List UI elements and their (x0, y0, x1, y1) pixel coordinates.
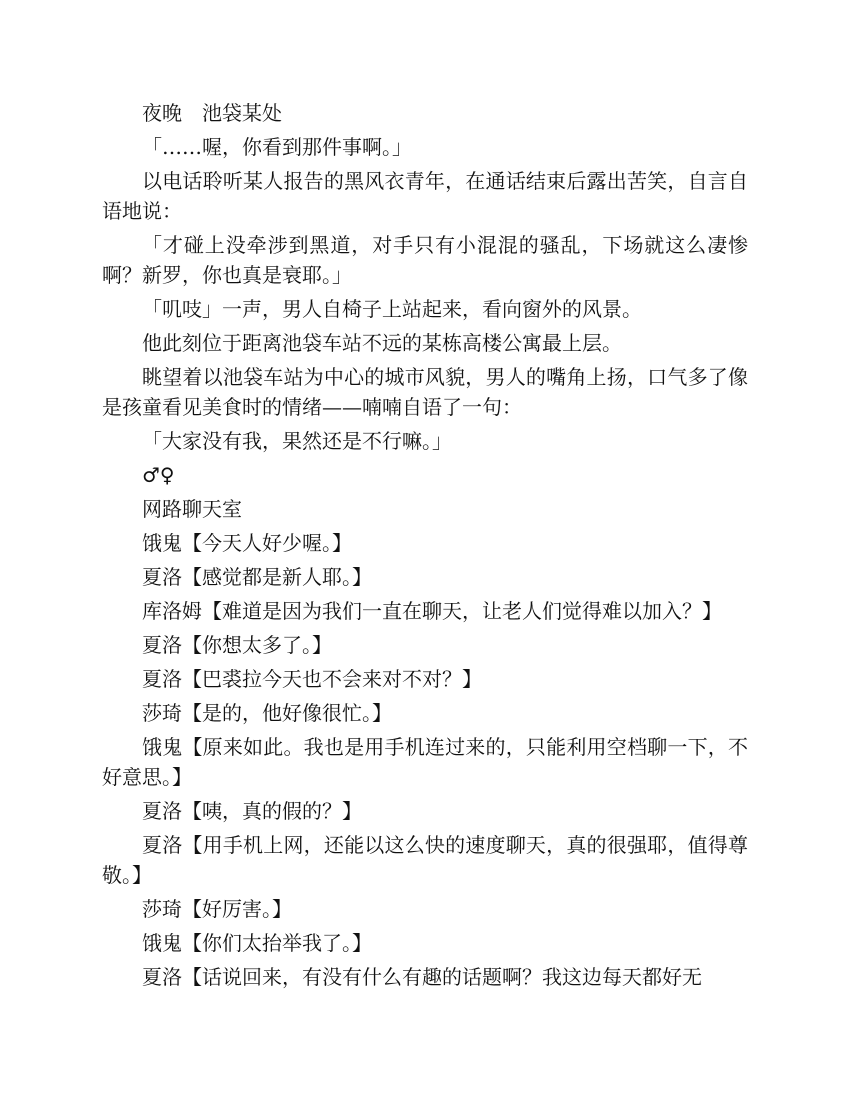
chat-line: 夏洛【咦，真的假的？】 (142, 799, 362, 823)
chat-line: 莎琦【好厉害。】 (142, 897, 292, 921)
paragraph-dialogue: 「才碰上没牵涉到黑道，对手只有小混混的骚乱，下场就这么凄惨啊？新罗，你也真是衰耶。」 (102, 233, 748, 287)
paragraph-dialogue: 「大家没有我，果然还是不行嘛。」 (142, 429, 452, 453)
paragraph-scene-heading: 网路聊天室 (142, 497, 242, 521)
paragraph-narration: 眺望着以池袋车站为中心的城市风貌，男人的嘴角上扬，口气多了像是孩童看见美食时的情绪——喃喃自语了一句： (102, 365, 748, 419)
paragraph-narration: 他此刻位于距离池袋车站不远的某栋高楼公寓最上层。 (142, 331, 622, 355)
chat-line: 夏洛【话说回来，有没有什么有趣的话题啊？我这边每天都好无 (142, 965, 702, 989)
paragraph-narration: 以电话聆听某人报告的黑风衣青年，在通话结束后露出苦笑，自言自语地说： (102, 169, 748, 223)
body-text (102, 98, 748, 996)
chat-line: 夏洛【感觉都是新人耶。】 (142, 565, 372, 589)
paragraph-dialogue: 「……喔，你看到那件事啊。」 (142, 135, 412, 159)
chat-line: 饿鬼【今天人好少喔。】 (142, 531, 352, 555)
chat-line: 夏洛【巴裘拉今天也不会来对不对？】 (142, 667, 482, 691)
chat-line: 饿鬼【原来如此。我也是用手机连过来的，只能利用空档聊一下，不好意思。】 (102, 735, 748, 789)
section-divider: ♂♀ (142, 463, 175, 487)
paragraph-scene-heading: 夜晚 池袋某处 (142, 101, 282, 125)
chat-line: 饿鬼【你们太抬举我了。】 (142, 931, 372, 955)
chat-line: 夏洛【你想太多了。】 (142, 633, 332, 657)
chat-line: 夏洛【用手机上网，还能以这么快的速度聊天，真的很强耶，值得尊敬。】 (102, 833, 748, 887)
chat-line: 库洛姆【难道是因为我们一直在聊天，让老人们觉得难以加入？】 (142, 599, 722, 623)
chat-line: 莎琦【是的，他好像很忙。】 (142, 701, 392, 725)
paragraph-narration: 「叽吱」一声，男人自椅子上站起来，看向窗外的风景。 (142, 297, 642, 321)
